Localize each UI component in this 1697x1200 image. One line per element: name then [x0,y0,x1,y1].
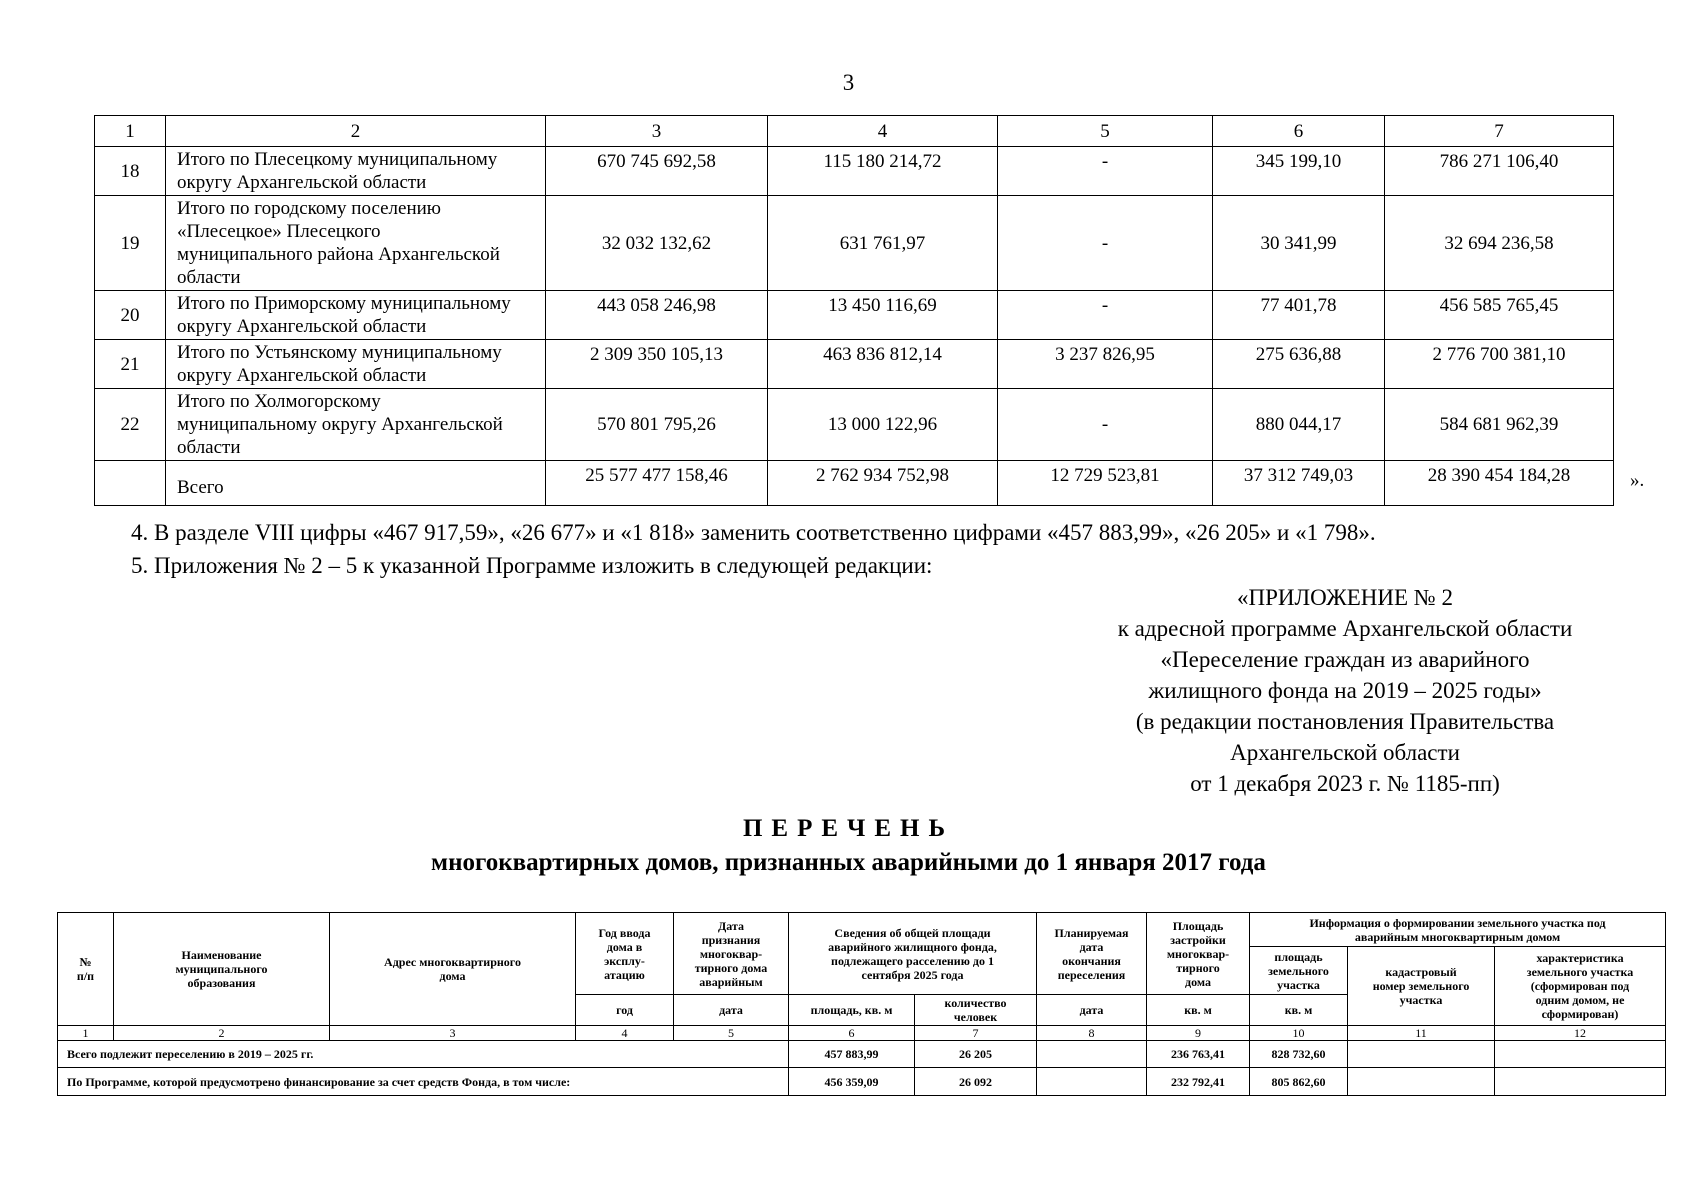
cell-value: 13 450 116,69 [768,291,998,340]
list-title: ПЕРЕЧЕНЬ [742,815,955,842]
column-number: 8 [1037,1026,1147,1041]
page-number: 3 [842,70,855,95]
header-land-area: площадь земельного участка [1250,947,1348,995]
cell-cadastral [1348,1041,1495,1068]
cell-value: 463 836 812,14 [768,340,998,389]
header-land-info: Информация о формировании земельного участка под аварийным многоквартирным домом [1250,913,1666,947]
unit-year: год [576,995,674,1026]
cell-value: - [998,291,1213,340]
row-number [95,461,166,506]
header-address: Адрес многоквартирного дома [330,913,576,1026]
paragraph-4: 4. В разделе VIII цифры «467 917,59», «26 677» и «1 818» заменить соответственно цифрами «457 883,99», «26 205» и «1 798». [131,520,1376,545]
cell-people: 26 205 [915,1041,1037,1068]
unit-date: дата [674,995,789,1026]
cell-area: 456 359,09 [789,1068,915,1096]
header-num: № п/п [58,913,114,1026]
header-cadastral: кадастровый номер земельного участка [1348,947,1495,1026]
column-number: 3 [330,1026,576,1041]
cell-value: 456 585 765,45 [1385,291,1614,340]
appendix-line: «Переселение граждан из аварийного [1160,647,1530,672]
row-number: 20 [95,291,166,340]
cell-value: 30 341,99 [1213,196,1385,291]
cell-value: 275 636,88 [1213,340,1385,389]
cell-value: 880 044,17 [1213,389,1385,461]
summary-col-header: 6 [1213,116,1385,147]
cell-value: 28 390 454 184,28 [1385,461,1614,506]
header-date-emergency: Дата признания многоквар- тирного дома аварийным [674,913,789,995]
summary-col-header: 3 [546,116,768,147]
cell-land-area: 805 862,60 [1250,1068,1348,1096]
cell-value: 32 032 132,62 [546,196,768,291]
cell-value: - [998,389,1213,461]
cell-value: 443 058 246,98 [546,291,768,340]
cell-land-char [1495,1068,1666,1096]
unit-area: площадь, кв. м [789,995,915,1026]
cell-value: 786 271 106,40 [1385,147,1614,196]
header-building-area: Площадь застройки многоквар- тирного дома [1147,913,1250,995]
cell-value: 2 309 350 105,13 [546,340,768,389]
cell-value: 13 000 122,96 [768,389,998,461]
cell-building-area: 232 792,41 [1147,1068,1250,1096]
table-row [95,389,1614,461]
row-label: Всего подлежит переселению в 2019 – 2025 гг. [58,1041,789,1068]
column-number: 6 [789,1026,915,1041]
cell-value: 32 694 236,58 [1385,196,1614,291]
row-number: 22 [95,389,166,461]
column-number: 4 [576,1026,674,1041]
cell-people: 26 092 [915,1068,1037,1096]
header-area-info: Сведения об общей площади аварийного жилищного фонда, подлежащего расселению до 1 сентября 2025 года [789,913,1037,995]
cell-value: 2 762 934 752,98 [768,461,998,506]
row-name: Итого по Плесецкому муниципальному округу Архангельской области [166,147,546,196]
row-label: По Программе, которой предусмотрено финансирование за счет средств Фонда, в том числе: [58,1068,789,1096]
summary-header-row [95,116,1614,147]
column-number: 10 [1250,1026,1348,1041]
appendix-line: от 1 декабря 2023 г. № 1185-пп) [1190,771,1500,796]
total-row [95,461,1614,506]
cell-value: - [998,147,1213,196]
cell-area: 457 883,99 [789,1041,915,1068]
unit-people: количество человек [915,995,1037,1026]
column-numbers-row [58,1026,1666,1041]
table-row [58,1041,1666,1068]
table-row [58,1068,1666,1096]
summary-col-header: 7 [1385,116,1614,147]
table-row [95,147,1614,196]
cell-value: - [998,196,1213,291]
houses-table [57,912,1666,1096]
column-number: 7 [915,1026,1037,1041]
cell-value: 2 776 700 381,10 [1385,340,1614,389]
cell-planned [1037,1068,1147,1096]
unit-land: кв. м [1250,995,1348,1026]
paragraph-5: 5. Приложения № 2 – 5 к указанной Программе изложить в следующей редакции: [131,553,933,578]
cell-value: 345 199,10 [1213,147,1385,196]
cell-value: 77 401,78 [1213,291,1385,340]
table-row [95,196,1614,291]
column-number: 2 [114,1026,330,1041]
header-land-char: характеристика земельного участка (сформирован под одним домом, не сформирован) [1495,947,1666,1026]
appendix-line: «ПРИЛОЖЕНИЕ № 2 [1236,585,1454,610]
cell-land-char [1495,1041,1666,1068]
cell-value: 570 801 795,26 [546,389,768,461]
summary-col-header: 5 [998,116,1213,147]
cell-value: 670 745 692,58 [546,147,768,196]
cell-cadastral [1348,1068,1495,1096]
summary-table [94,115,1614,506]
appendix-line: (в редакции постановления Правительства [1135,709,1555,734]
summary-col-header: 4 [768,116,998,147]
appendix-header [1050,582,1640,799]
column-number: 9 [1147,1026,1250,1041]
unit-planned: дата [1037,995,1147,1026]
table-row [95,291,1614,340]
row-name: Всего [166,461,546,506]
cell-planned [1037,1041,1147,1068]
closing-quote: ». [1630,470,1645,491]
appendix-line: к адресной программе Архангельской области [1117,616,1573,641]
column-number: 5 [674,1026,789,1041]
list-subtitle: многоквартирных домов, признанных аварийными до 1 января 2017 года [431,849,1266,876]
row-number: 18 [95,147,166,196]
column-number: 11 [1348,1026,1495,1041]
row-number: 21 [95,340,166,389]
cell-value: 25 577 477 158,46 [546,461,768,506]
row-number: 19 [95,196,166,291]
cell-value: 115 180 214,72 [768,147,998,196]
cell-value: 584 681 962,39 [1385,389,1614,461]
cell-land-area: 828 732,60 [1250,1041,1348,1068]
column-number: 1 [58,1026,114,1041]
cell-building-area: 236 763,41 [1147,1041,1250,1068]
row-name: Итого по Приморскому муниципальному округу Архангельской области [166,291,546,340]
table-row [95,340,1614,389]
unit-building: кв. м [1147,995,1250,1026]
column-number: 12 [1495,1026,1666,1041]
cell-value: 37 312 749,03 [1213,461,1385,506]
header-municipality: Наименование муниципального образования [114,913,330,1026]
cell-value: 631 761,97 [768,196,998,291]
row-name: Итого по городскому поселению «Плесецкое» Плесецкого муниципального района Архангельской области [166,196,546,291]
row-name: Итого по Холмогорскому муниципальному округу Архангельской области [166,389,546,461]
appendix-line: жилищного фонда на 2019 – 2025 годы» [1148,678,1542,703]
header-year-commission: Год ввода дома в эксплу- атацию [576,913,674,995]
row-name: Итого по Устьянскому муниципальному округу Архангельской области [166,340,546,389]
summary-col-header: 2 [166,116,546,147]
summary-col-header: 1 [95,116,166,147]
cell-value: 12 729 523,81 [998,461,1213,506]
cell-value: 3 237 826,95 [998,340,1213,389]
header-planned-date: Планируемая дата окончания переселения [1037,913,1147,995]
appendix-line: Архангельской области [1230,740,1460,765]
